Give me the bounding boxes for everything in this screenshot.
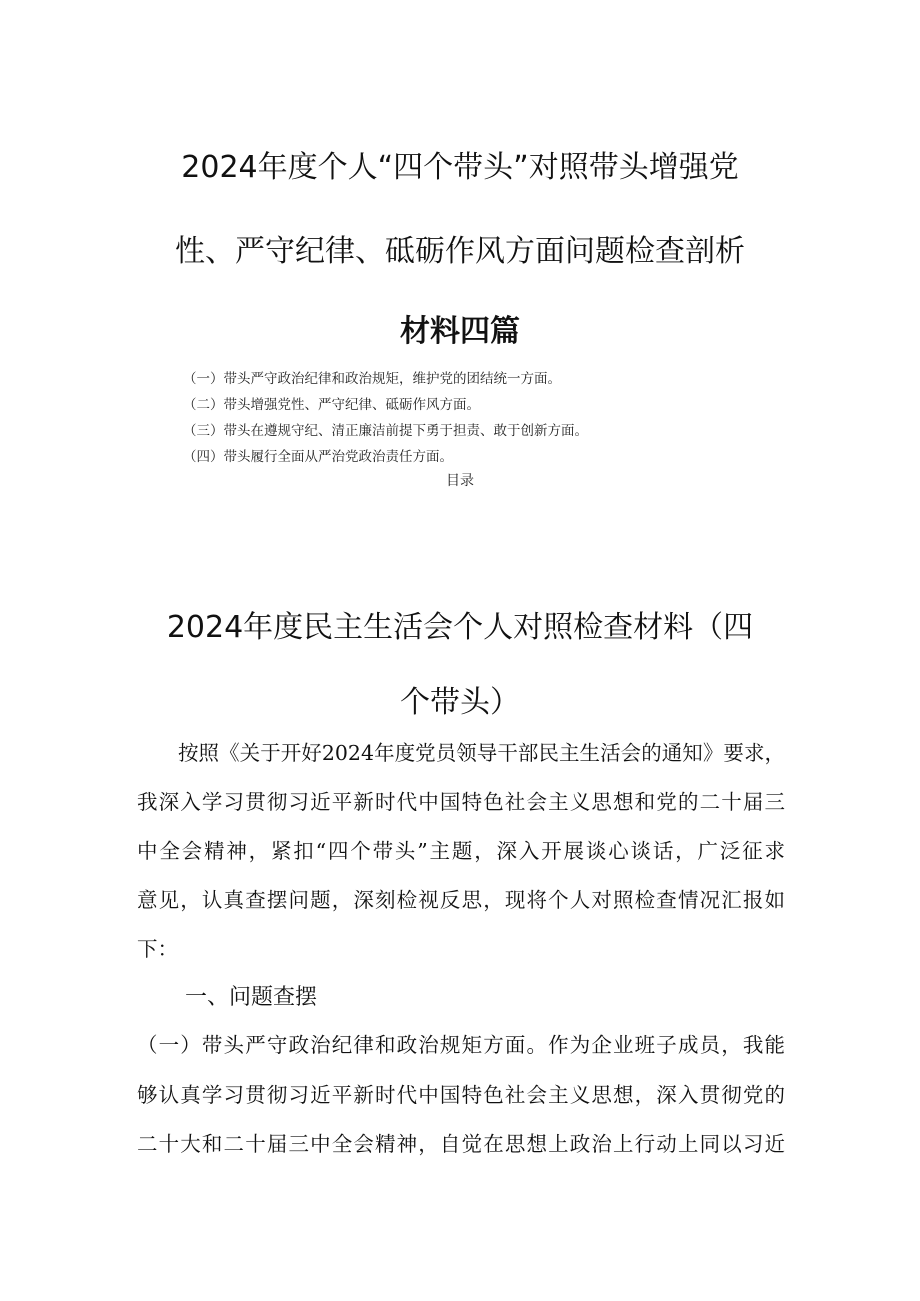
- paragraph-line: 中全会精神，紧扣“四个带头”主题，深入开展谈心谈话，广泛征求: [137, 839, 785, 863]
- toc-item: （四）带头履行全面从严治党政治责任方面。: [183, 449, 453, 465]
- document-title-line-2: 性、严守纪律、砥砺作风方面问题检查剖析: [175, 234, 745, 269]
- paragraph-line: （一）带头严守政治纪律和政治规矩方面。作为企业班子成员，我能: [137, 1033, 785, 1057]
- toc-item: （三）带头在遵规守纪、清正廉洁前提下勇于担责、敢于创新方面。: [183, 423, 588, 439]
- paragraph-line: 二十大和二十届三中全会精神，自觉在思想上政治上行动上同以习近: [137, 1132, 785, 1156]
- document-title-line-3: 材料四篇: [400, 314, 520, 349]
- toc-item: （一）带头严守政治纪律和政治规矩，维护党的团结统一方面。: [183, 371, 561, 387]
- toc-label: 目录: [446, 473, 474, 489]
- paragraph-line: 我深入学习贯彻习近平新时代中国特色社会主义思想和党的二十届三: [137, 790, 785, 814]
- paragraph-line: 意见，认真查摆问题，深刻检视反思，现将个人对照检查情况汇报如: [137, 888, 785, 912]
- section-heading: 一、问题查摆: [185, 985, 318, 1010]
- toc-item: （二）带头增强党性、严守纪律、砥砺作风方面。: [183, 397, 480, 413]
- paragraph-line: 按照《关于开好2024年度党员领导干部民主生活会的通知》要求，: [178, 741, 785, 765]
- article-title-line-2: 个带头）: [400, 685, 520, 720]
- paragraph-line: 够认真学习贯彻习近平新时代中国特色社会主义思想，深入贯彻党的: [137, 1083, 785, 1107]
- paragraph-line: 下：: [137, 937, 178, 961]
- document-title-line-1: 2024年度个人“四个带头”对照带头增强党: [181, 150, 739, 185]
- article-title-line-1: 2024年度民主生活会个人对照检查材料（四: [166, 610, 754, 645]
